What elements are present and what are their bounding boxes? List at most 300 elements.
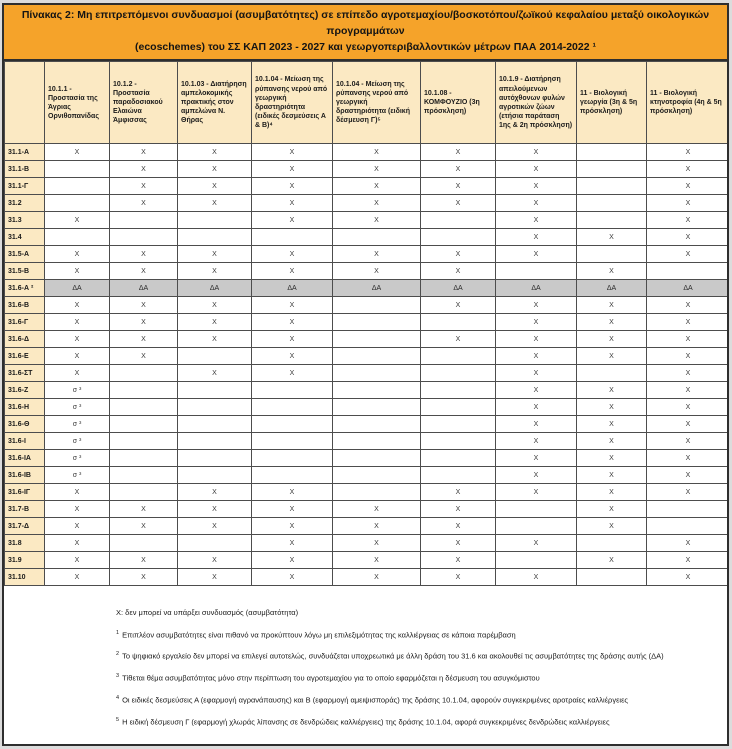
matrix-cell: X [45,246,110,263]
matrix-cell: X [647,433,730,450]
table-title-line1: Πίνακας 2: Μη επιτρεπόμενοι συνδυασμοί (ασυμβατότητες) σε επίπεδο αγροτεμαχίου/βοσκοτόπου/ζωϊκού κεφαλαίου μεταξύ οικολογικών προγραμμάτων [21,9,710,37]
incompatibility-matrix [4,61,729,586]
matrix-cell: X [496,382,577,399]
matrix-cell [178,416,252,433]
column-header: 10.1.2 - Προστασία παραδοσιακού Ελαιώνα Άμφισσας [110,62,178,144]
matrix-body [5,144,730,586]
matrix-cell: X [178,569,252,586]
matrix-cell [421,399,496,416]
matrix-cell [333,331,421,348]
table-row [5,229,730,246]
row-label: 31.4 [5,229,45,246]
row-label: 31.6-Δ [5,331,45,348]
matrix-cell [45,229,110,246]
column-header: 10.1.03 - Διατήρηση αμπελοκομικής πρακτικής στον αμπελώνα Ν. Θήρας [178,62,252,144]
table-title-line2: (ecoschemes) του ΣΣ ΚΑΠ 2023 - 2027 και γεωργοπεριβαλλοντικών μέτρων ΠΑΑ 2014-2022 ¹ [135,40,596,53]
matrix-cell [421,348,496,365]
matrix-cell: X [421,161,496,178]
matrix-cell [421,365,496,382]
row-label: 31.6-Η [5,399,45,416]
table-row [5,518,730,535]
table-row [5,178,730,195]
matrix-cell: X [647,314,730,331]
matrix-cell: X [45,331,110,348]
table-row [5,331,730,348]
matrix-cell: X [110,297,178,314]
row-label: 31.6-ΙΒ [5,467,45,484]
matrix-cell [577,161,647,178]
matrix-cell [333,314,421,331]
matrix-cell [110,535,178,552]
matrix-cell: X [45,314,110,331]
document-page [2,3,729,746]
matrix-cell [421,382,496,399]
matrix-cell: X [178,501,252,518]
matrix-cell: X [110,569,178,586]
matrix-cell: X [647,416,730,433]
matrix-cell: X [421,144,496,161]
table-row [5,501,730,518]
row-label: 31.6-Ι [5,433,45,450]
matrix-cell: X [577,552,647,569]
matrix-cell: X [45,484,110,501]
matrix-cell [333,467,421,484]
matrix-cell: X [577,501,647,518]
matrix-cell: X [647,348,730,365]
matrix-cell: X [647,450,730,467]
matrix-cell [45,161,110,178]
matrix-cell: X [421,263,496,280]
matrix-cell: X [647,365,730,382]
matrix-cell [421,467,496,484]
matrix-cell [110,399,178,416]
footnote-marker: 1 [116,629,120,636]
matrix-cell [110,365,178,382]
matrix-cell: X [178,144,252,161]
matrix-cell: X [647,535,730,552]
matrix-cell: X [178,161,252,178]
matrix-cell [496,552,577,569]
matrix-cell [333,365,421,382]
row-label: 31.6-ΣΤ [5,365,45,382]
matrix-cell [421,229,496,246]
matrix-cell: X [45,552,110,569]
matrix-cell: X [110,552,178,569]
footnote [116,695,715,705]
matrix-cell: ΔΑ [577,280,647,297]
matrix-cell: σ ³ [45,399,110,416]
matrix-cell [333,297,421,314]
matrix-cell: X [421,552,496,569]
row-label: 31.6-Ζ [5,382,45,399]
matrix-cell [110,212,178,229]
matrix-cell [421,450,496,467]
matrix-header [5,62,730,144]
matrix-cell: X [421,535,496,552]
matrix-cell: X [421,297,496,314]
row-label: 31.6-Γ [5,314,45,331]
matrix-cell: X [333,569,421,586]
table-row [5,569,730,586]
matrix-cell: X [252,212,333,229]
matrix-cell [577,569,647,586]
matrix-cell: X [178,297,252,314]
matrix-cell [577,365,647,382]
matrix-cell [496,501,577,518]
matrix-cell: X [496,144,577,161]
matrix-cell: X [647,246,730,263]
row-label: 31.2 [5,195,45,212]
row-label: 31.8 [5,535,45,552]
footnote-marker: 5 [116,716,120,723]
matrix-cell: X [496,399,577,416]
table-row [5,433,730,450]
matrix-cell: X [577,314,647,331]
matrix-cell: X [110,331,178,348]
matrix-cell: X [647,212,730,229]
matrix-cell [178,229,252,246]
matrix-cell [647,501,730,518]
matrix-cell: ΔΑ [421,280,496,297]
row-label: 31.6-Ε [5,348,45,365]
matrix-cell: X [647,569,730,586]
matrix-cell [252,382,333,399]
matrix-cell: X [45,297,110,314]
matrix-cell [421,416,496,433]
table-row [5,297,730,314]
table-row [5,195,730,212]
column-header: 10.1.1 - Προστασία της Άγριας Ορνιθοπανίδας [45,62,110,144]
matrix-cell [252,416,333,433]
matrix-cell [421,433,496,450]
matrix-cell [178,535,252,552]
table-row [5,416,730,433]
matrix-cell [110,416,178,433]
matrix-cell: X [333,263,421,280]
footnote-text: Η ειδική δέσμευση Γ (εφαρμογή χλωράς λίπανσης σε δενδρώδεις καλλιέργειες) της δράσης 10.1.04, αφορά συγκεκριμένες δενδρώδεις καλλιέργειες [122,717,610,726]
matrix-cell: X [178,331,252,348]
matrix-cell: X [45,263,110,280]
matrix-cell [178,450,252,467]
matrix-cell: X [45,365,110,382]
matrix-cell [333,484,421,501]
matrix-cell: X [252,263,333,280]
table-row [5,552,730,569]
matrix-cell [45,178,110,195]
matrix-cell [178,399,252,416]
matrix-cell: X [496,229,577,246]
matrix-cell: X [110,246,178,263]
matrix-cell: X [178,365,252,382]
footnote-text: Οι ειδικές δεσμεύσεις Α (εφαρμογή αγρανάπαυσης) και Β (εφαρμογή αμειψισποράς) της δράσης 10.1.04, αφορούν συγκεκριμένες αροτραίες καλλιέργειες [122,695,629,705]
table-row [5,161,730,178]
matrix-cell [178,212,252,229]
table-row [5,314,730,331]
matrix-cell: X [647,382,730,399]
matrix-cell: X [577,450,647,467]
matrix-cell [252,399,333,416]
footnote [116,673,715,683]
corner-cell [5,62,45,144]
matrix-cell: X [252,246,333,263]
matrix-cell: X [110,501,178,518]
matrix-cell: X [421,178,496,195]
matrix-cell: X [421,501,496,518]
matrix-cell: X [577,297,647,314]
row-label: 31.5-Β [5,263,45,280]
row-label: 31.10 [5,569,45,586]
matrix-cell: X [647,161,730,178]
table-row [5,280,730,297]
matrix-cell: X [178,263,252,280]
footnote-text: Επιπλέον ασυμβατότητες είναι πιθανό να προκύπτουν λόγω μη επιλεξιμότητας της καλλιέργειας σε κάποια παρέμβαση [122,630,516,639]
matrix-cell: X [577,467,647,484]
matrix-cell: X [110,195,178,212]
matrix-cell: X [647,297,730,314]
matrix-cell: X [45,212,110,229]
matrix-cell: X [178,552,252,569]
table-row [5,263,730,280]
footnote-text: Χ: δεν μπορεί να υπάρξει συνδυασμός (ασυμβατότητα) [116,608,299,618]
row-label: 31.6-ΙΑ [5,450,45,467]
matrix-cell: X [252,178,333,195]
matrix-cell: X [496,195,577,212]
matrix-cell [110,450,178,467]
header-row [5,62,730,144]
footnotes [4,586,727,727]
matrix-cell: σ ³ [45,433,110,450]
matrix-cell [421,314,496,331]
matrix-cell: σ ³ [45,450,110,467]
matrix-cell: X [577,348,647,365]
matrix-cell: X [496,365,577,382]
table-row [5,399,730,416]
column-header: 10.1.04 - Μείωση της ρύπανσης νερού από γεωργική δραστηριότητα (ειδικές δεσμεύσεις Α & Β)⁴ [252,62,333,144]
footnote-text: Το ψηφιακό εργαλείο δεν μπορεί να επιλεγεί αυτοτελώς, συνδυάζεται υποχρεωτικά με άλλη δράση του 31.6 και ακολουθεί τις ασυμβατότητες της δράσης αυτής (ΔΑ) [122,651,664,661]
matrix-cell: X [252,569,333,586]
matrix-cell [110,467,178,484]
matrix-cell: X [45,535,110,552]
matrix-cell: X [252,501,333,518]
matrix-cell: X [647,195,730,212]
matrix-cell: ΔΑ [496,280,577,297]
matrix-cell: X [496,161,577,178]
footnote-marker: 4 [116,694,120,701]
matrix-cell: X [252,331,333,348]
matrix-cell: X [577,331,647,348]
matrix-cell: X [496,297,577,314]
matrix-cell: X [333,518,421,535]
matrix-cell: X [45,144,110,161]
matrix-cell: X [45,501,110,518]
table-title [4,5,727,61]
matrix-cell: X [421,331,496,348]
matrix-cell [333,348,421,365]
matrix-cell: X [178,314,252,331]
matrix-cell [577,178,647,195]
table-row [5,467,730,484]
matrix-cell: X [647,399,730,416]
matrix-cell: ΔΑ [110,280,178,297]
matrix-cell: X [496,212,577,229]
matrix-cell [178,433,252,450]
matrix-cell: X [252,552,333,569]
column-header: 11 - Βιολογική γεωργία (3η & 5η πρόσκληση) [577,62,647,144]
matrix-cell: σ ³ [45,416,110,433]
matrix-cell [577,144,647,161]
matrix-cell: X [496,314,577,331]
row-label: 31.6-Θ [5,416,45,433]
footnote-text: Τίθεται θέμα ασυμβατότητας μόνο στην περίπτωση του αγροτεμαχίου για το οποίο εφαρμόζεται η δέσμευση του ασυγκόμιστου [122,673,540,683]
row-label: 31.6-Β [5,297,45,314]
matrix-cell: X [577,416,647,433]
row-label: 31.1-Γ [5,178,45,195]
column-header: 11 - Βιολογική κτηνοτροφία (4η & 5η πρόσκληση) [647,62,730,144]
matrix-cell [110,433,178,450]
matrix-cell: X [577,399,647,416]
matrix-cell: X [333,501,421,518]
matrix-cell: X [178,195,252,212]
matrix-cell [333,450,421,467]
matrix-cell: X [577,518,647,535]
matrix-cell: X [421,484,496,501]
matrix-cell: X [252,535,333,552]
matrix-cell [252,433,333,450]
matrix-cell: X [421,518,496,535]
matrix-cell: X [333,144,421,161]
table-row [5,246,730,263]
matrix-cell: X [577,433,647,450]
matrix-cell [178,348,252,365]
matrix-cell [45,195,110,212]
matrix-cell: X [496,450,577,467]
matrix-cell [333,229,421,246]
row-label: 31.1-Α [5,144,45,161]
matrix-cell [333,416,421,433]
matrix-cell: X [647,178,730,195]
matrix-cell: ΔΑ [647,280,730,297]
matrix-cell: X [252,348,333,365]
matrix-cell [577,535,647,552]
matrix-cell: X [110,144,178,161]
matrix-cell [647,518,730,535]
matrix-cell: X [45,518,110,535]
matrix-cell: X [333,552,421,569]
matrix-cell: X [110,178,178,195]
matrix-cell: X [496,433,577,450]
row-label: 31.7-Β [5,501,45,518]
table-row [5,348,730,365]
matrix-cell: X [647,331,730,348]
table-row [5,450,730,467]
matrix-cell: X [496,246,577,263]
column-header: 10.1.08 - ΚΟΜΦΟΥΖΙΟ (3η πρόσκληση) [421,62,496,144]
matrix-cell [333,382,421,399]
row-label: 31.6-Α ² [5,280,45,297]
row-label: 31.7-Δ [5,518,45,535]
matrix-cell: σ ³ [45,467,110,484]
matrix-cell: X [333,195,421,212]
matrix-cell: X [333,246,421,263]
matrix-cell: X [496,416,577,433]
table-row [5,382,730,399]
matrix-cell: ΔΑ [252,280,333,297]
matrix-cell [110,382,178,399]
matrix-cell: X [496,484,577,501]
matrix-cell: X [496,569,577,586]
column-header: 10.1.04 - Μείωση της ρύπανσης νερού από γεωργική δραστηριότητα (ειδική δέσμευση Γ)⁵ [333,62,421,144]
footnote [116,651,715,661]
matrix-cell [178,382,252,399]
matrix-cell [496,263,577,280]
footnote [116,608,715,618]
footnote [116,630,715,640]
footnote-marker: 3 [116,673,120,679]
matrix-cell: X [421,246,496,263]
row-label: 31.3 [5,212,45,229]
matrix-cell: X [577,382,647,399]
matrix-cell: X [110,314,178,331]
matrix-cell: X [647,552,730,569]
matrix-cell: X [178,518,252,535]
matrix-cell: X [252,518,333,535]
matrix-cell: X [577,484,647,501]
matrix-cell [252,467,333,484]
table-row [5,535,730,552]
matrix-cell: ΔΑ [45,280,110,297]
footnote-marker: 2 [116,651,120,658]
matrix-cell: X [333,535,421,552]
matrix-cell: σ ³ [45,382,110,399]
matrix-cell [647,263,730,280]
matrix-cell [252,450,333,467]
footnote [116,717,715,727]
matrix-cell: X [333,161,421,178]
matrix-cell: X [647,144,730,161]
matrix-cell: ΔΑ [333,280,421,297]
matrix-cell [333,433,421,450]
matrix-cell [178,467,252,484]
column-header: 10.1.9 - Διατήρηση απειλούμενων αυτόχθονων φυλών αγροτικών ζώων (ετήσια παράταση 1ης & 2η πρόσκληση) [496,62,577,144]
matrix-cell: X [333,212,421,229]
row-label: 31.5-Α [5,246,45,263]
matrix-cell: X [110,161,178,178]
matrix-cell: X [110,518,178,535]
matrix-cell: X [252,314,333,331]
matrix-cell: X [252,195,333,212]
matrix-cell: X [333,178,421,195]
matrix-cell [110,229,178,246]
matrix-cell [577,195,647,212]
matrix-cell: X [496,348,577,365]
matrix-cell: X [178,178,252,195]
matrix-cell: X [577,229,647,246]
matrix-cell: X [647,484,730,501]
matrix-cell: X [252,297,333,314]
matrix-cell: X [252,484,333,501]
matrix-cell: X [577,263,647,280]
matrix-cell [421,212,496,229]
matrix-cell: X [252,144,333,161]
row-label: 31.1-Β [5,161,45,178]
table-row [5,365,730,382]
matrix-cell: X [252,161,333,178]
matrix-cell: X [421,195,496,212]
matrix-cell: X [178,484,252,501]
matrix-cell: X [496,535,577,552]
matrix-cell: X [110,348,178,365]
matrix-cell [252,229,333,246]
